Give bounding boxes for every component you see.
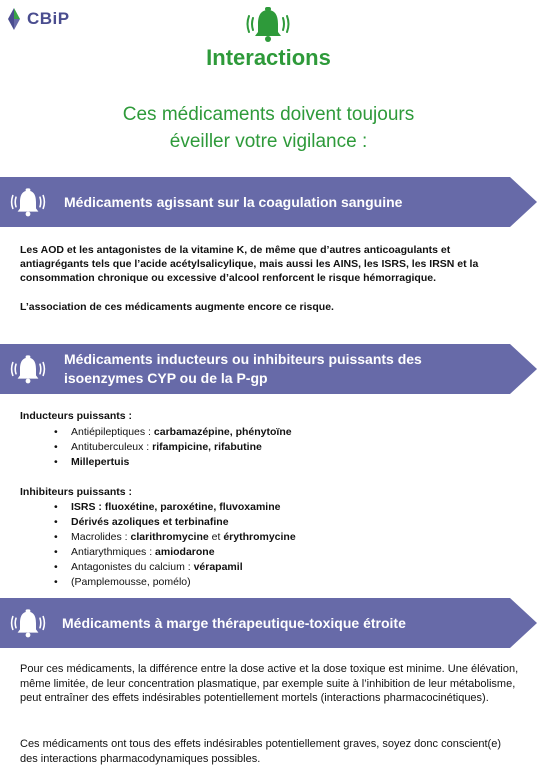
cbip-logo-icon: [6, 6, 22, 32]
list-item: • (Pamplemousse, pomélo): [54, 575, 296, 590]
page-subtitle: [0, 101, 537, 155]
list-item: • Antiépileptiques : carbamazépine, phénytoïne: [54, 425, 292, 440]
section1-paragraph-2: L’association de ces médicaments augmente encore ce risque.: [20, 301, 334, 313]
section1-paragraph-1: Les AOD et les antagonistes de la vitamine K, de même que d’autres anticoagulants et antiagrégants tels que l’acide acétylsalicylique, mais aussi les AINS, les ISRS, les IRSN et la consommation chronique ou excessive d’alcool renforcent le risque hémorragique.: [20, 244, 479, 284]
list-item: • Antiarythmiques : amiodarone: [54, 545, 296, 560]
bell-ringing-icon: [246, 4, 290, 44]
section3-paragraph-2: Ces médicaments ont tous des effets indésirables potentiellement graves, soyez donc conscient(e) des interactions pharmacodynamiques possibles.: [20, 738, 501, 765]
list-item: • Dérivés azoliques et terbinafine: [54, 515, 296, 530]
logo-text: CBiP: [27, 9, 70, 28]
section3-banner: [0, 598, 537, 648]
subtitle-line-1: Ces médicaments doivent toujours: [122, 104, 415, 125]
list-item: • Antituberculeux : rifampicine, rifabutine: [54, 440, 292, 455]
section1-heading: Médicaments agissant sur la coagulation sanguine: [64, 194, 403, 210]
list-item: • Antagonistes du calcium : vérapamil: [54, 560, 296, 575]
section2-banner: [0, 344, 537, 394]
inducers-title: Inducteurs puissants :: [20, 410, 133, 422]
list-item: • Macrolides : clarithromycine et érythromycine: [54, 530, 296, 545]
bell-ringing-icon: [10, 353, 46, 385]
section2-heading-line-2: isoenzymes CYP ou de la P-gp: [64, 370, 268, 386]
section3-paragraph-1: Pour ces médicaments, la différence entre la dose active et la dose toxique est minime. Une élévation, même limitée, de leur concentration plasmatique, par exemple suite à l’inhibition de leur métabolisme, peut entraîner des effets indésirables potentiellement mortels (interactions pharmacocinétiques).: [20, 663, 519, 704]
section3-heading: Médicaments à marge thérapeutique-toxique étroite: [62, 615, 406, 631]
bell-ringing-icon: [10, 607, 46, 639]
page-title: Interactions: [206, 45, 331, 70]
section2-heading-line-1: Médicaments inducteurs ou inhibiteurs puissants des: [64, 351, 422, 367]
cbip-logo: [6, 6, 70, 32]
bell-ringing-icon: [10, 186, 46, 218]
inducers-list: [54, 425, 292, 470]
section1-banner: [0, 177, 537, 227]
list-item: • ISRS : fluoxétine, paroxétine, fluvoxamine: [54, 500, 296, 515]
inhibitors-title: Inhibiteurs puissants :: [20, 486, 133, 498]
section2-heading: [64, 350, 422, 388]
subtitle-line-2: éveiller votre vigilance :: [169, 131, 368, 152]
list-item: • Millepertuis: [54, 455, 292, 470]
inhibitors-list: [54, 500, 296, 590]
